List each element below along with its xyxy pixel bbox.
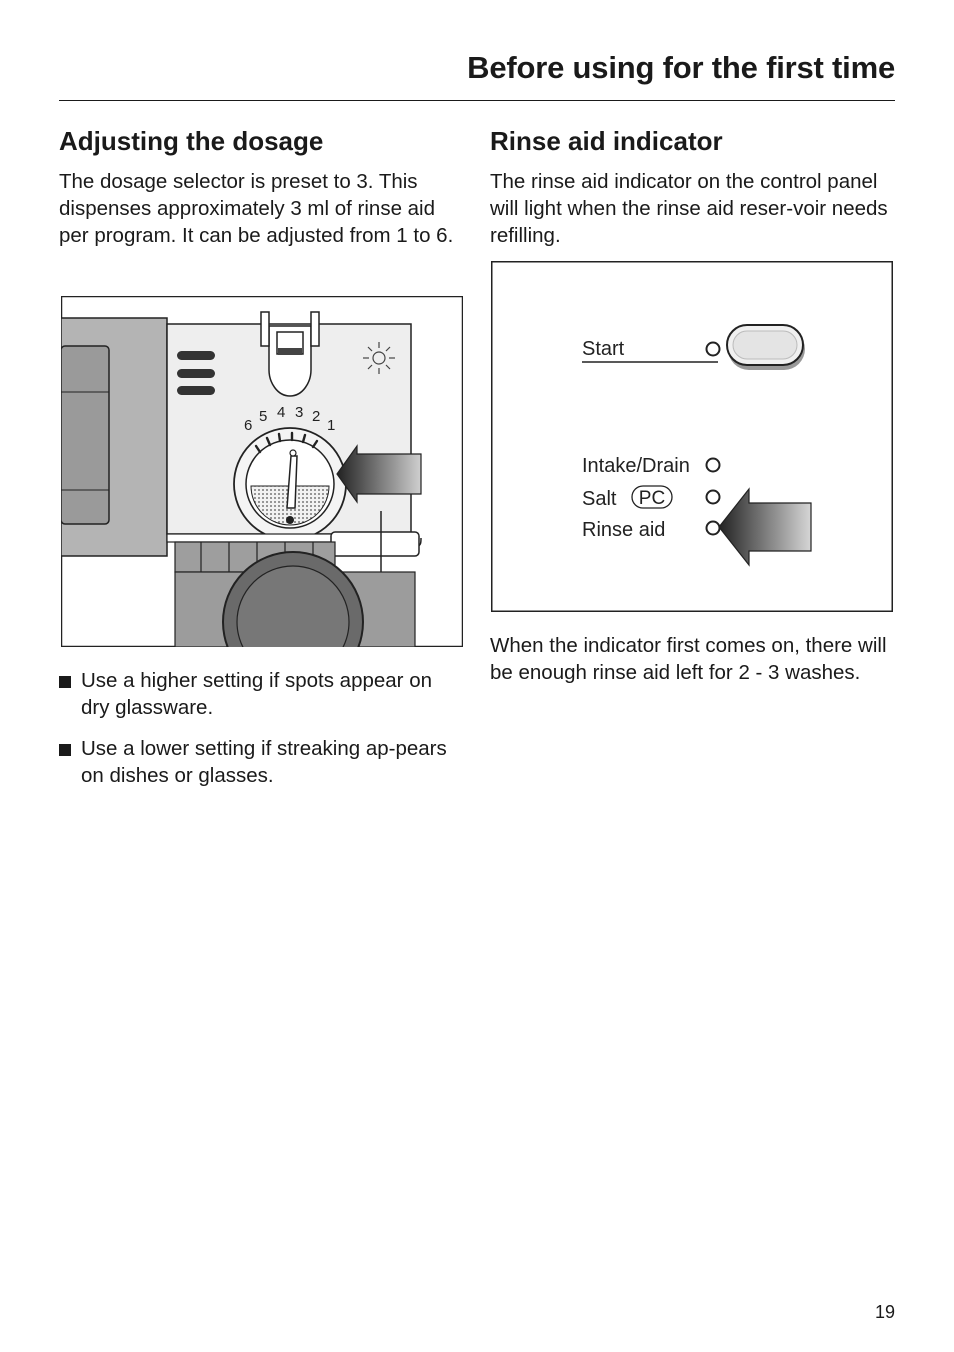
control-panel-illustration <box>491 261 893 612</box>
start-button-illustration <box>727 325 805 370</box>
rinse-aid-label: Rinse aid <box>582 519 666 541</box>
rinse-aid-paragraph: The rinse aid indicator on the control panel will light when the rinse aid reser-voir needs refilling. <box>490 170 888 247</box>
dosage-tips-section <box>59 667 465 789</box>
list-item <box>59 667 465 721</box>
rinse-aid-note-section <box>490 632 896 686</box>
rinse-aid-indicator-section <box>490 124 896 249</box>
salt-led-icon <box>707 491 720 504</box>
adjusting-dosage-section <box>59 124 465 249</box>
salt-label: Salt <box>582 488 617 510</box>
bullet-text: Use a higher setting if spots appear on dry glassware. <box>81 669 432 719</box>
dial-number-5: 5 <box>259 408 268 425</box>
adjusting-dosage-heading: Adjusting the dosage <box>59 126 324 156</box>
intake-drain-led-icon <box>707 459 720 472</box>
start-led-icon <box>707 343 720 356</box>
title-divider <box>59 100 895 101</box>
dosage-selector-illustration <box>61 296 463 647</box>
adjusting-dosage-paragraph: The dosage selector is preset to 3. This dispenses approximately 3 ml of rinse aid per program. It can be adjusted from 1 to 6. <box>59 170 454 247</box>
rinse-aid-note: When the indicator first comes on, there will be enough rinse aid left for 2 - 3 washes. <box>490 634 887 684</box>
start-label: Start <box>582 338 625 360</box>
dial-number-2: 2 <box>312 408 321 425</box>
dial-number-1: 1 <box>327 417 336 434</box>
bullet-square-icon <box>59 744 71 756</box>
bullet-square-icon <box>59 676 71 688</box>
dial-number-4: 4 <box>277 404 286 421</box>
page-number: 19 <box>874 1302 895 1322</box>
list-item <box>59 735 465 789</box>
intake-drain-label: Intake/Drain <box>582 455 690 477</box>
dial-number-6: 6 <box>244 417 253 434</box>
salt-pc-badge: PC <box>638 488 666 509</box>
dial-number-3: 3 <box>295 404 304 421</box>
rinse-aid-heading: Rinse aid indicator <box>490 126 723 156</box>
page-title: Before using for the first time <box>467 50 895 85</box>
bullet-text: Use a lower setting if streaking ap-pears on dishes or glasses. <box>81 737 447 787</box>
rinse-aid-led-icon <box>707 522 720 535</box>
